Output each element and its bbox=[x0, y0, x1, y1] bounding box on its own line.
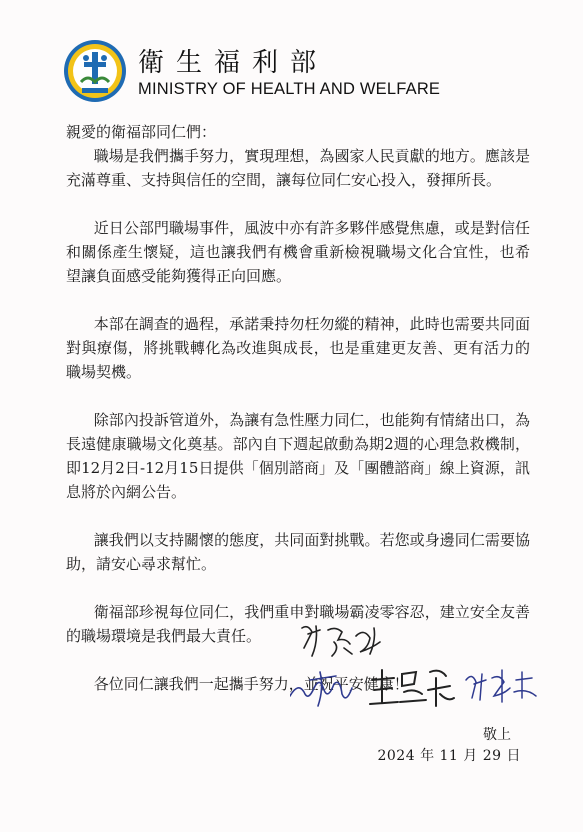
paragraph-1: 職場是我們攜手努力，實現理想，為國家人民貢獻的地方。應該是充滿尊重、支持與信任的空間，讓每位同仁安心投入，發揮所長。 bbox=[66, 147, 530, 189]
signature-2 bbox=[290, 672, 352, 706]
paragraph-7: 各位同仁讓我們一起攜手努力，並祝平安健康！ bbox=[93, 675, 409, 693]
salutation: 親愛的衛福部同仁們： bbox=[66, 123, 217, 141]
paragraph-5: 讓我們以支持關懷的態度，共同面對挑戰。若您或身邊同仁需要協助，請安心尋求幫忙。 bbox=[66, 531, 530, 573]
signature-3 bbox=[370, 670, 454, 706]
paragraph-3: 本部在調查的過程，承諾秉持勿枉勿縱的精神，此時也需要共同面對與療傷，將挑戰轉化為改進與成長，也是重建更友善、更有活力的職場契機。 bbox=[66, 315, 530, 381]
paragraph-4: 除部內投訴管道外，為讓有急性壓力同仁，也能夠有情緒出口，為長遠健康職場文化奠基。部內自下週起啟動為期2週的心理急救機制，即12月2日-12月15日提供「個別諮商」及「團體諮商」線上資源，訊息將於內網公告。 bbox=[66, 411, 530, 501]
signature-1 bbox=[302, 626, 380, 656]
org-name-chinese: 衛生福利部 bbox=[138, 48, 329, 78]
paragraph-2: 近日公部門職場事件，風波中亦有許多夥伴感覺焦慮，或是對信任和關係產生懷疑，這也讓我們有機會重新檢視職場文化合宜性，也希望讓負面感受能夠獲得正向回應。 bbox=[66, 219, 530, 285]
closing: 敬上 bbox=[483, 727, 511, 743]
paragraph-6: 衛福部珍視每位同仁，我們重申對職場霸凌零容忍，建立安全友善的職場環境是我們最大責任。 bbox=[66, 603, 530, 645]
org-name-english: MINISTRY OF HEALTH AND WELFARE bbox=[138, 80, 441, 98]
signature-4 bbox=[466, 670, 536, 702]
letterhead bbox=[62, 36, 522, 106]
letter-date: 2024 年 11 月 29 日 bbox=[377, 748, 521, 764]
ministry-emblem-icon bbox=[62, 38, 128, 104]
handwritten-signatures bbox=[290, 618, 570, 718]
